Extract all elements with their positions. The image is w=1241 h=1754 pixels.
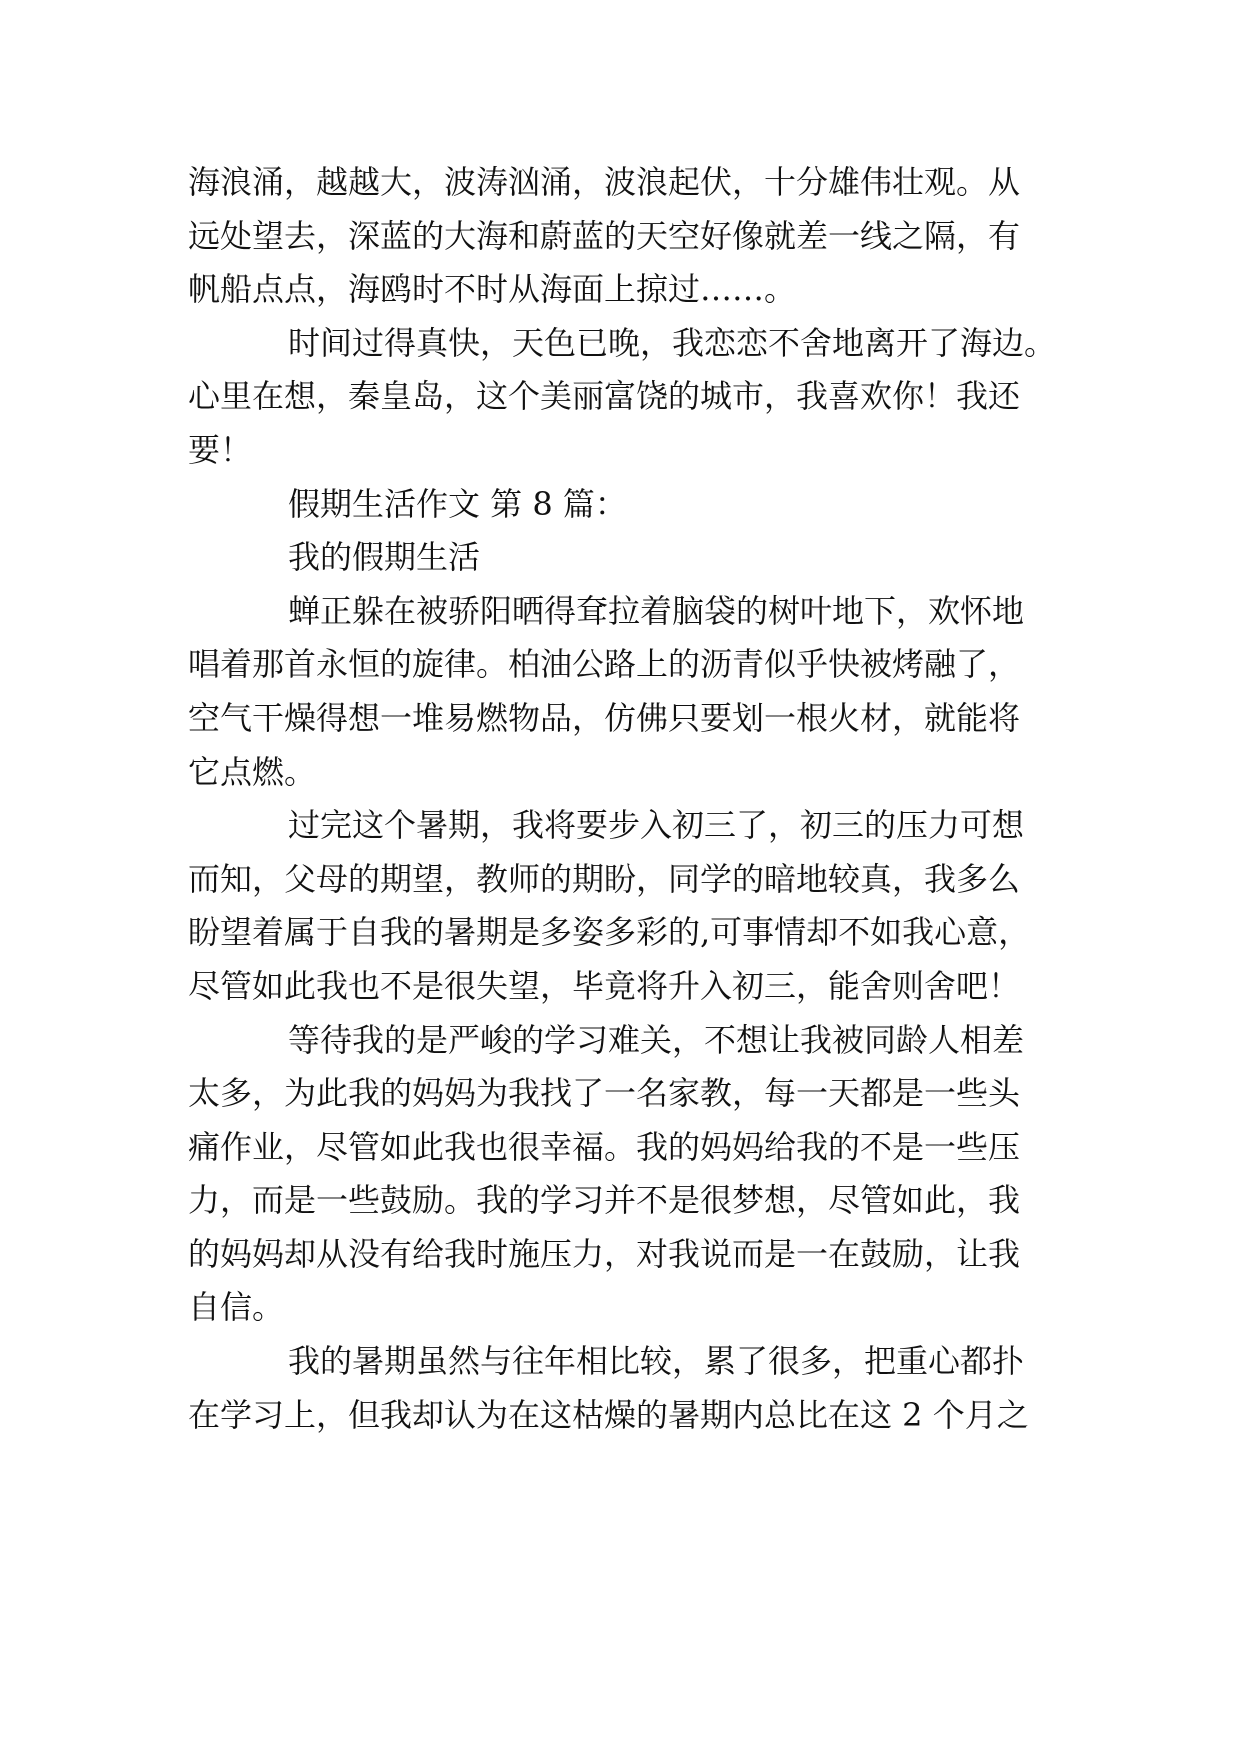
essay-title [188, 531, 1068, 585]
paragraph-1 [188, 156, 1068, 317]
text-line: 远处望去，深蓝的大海和蔚蓝的天空好像就差一线之隔，有 [188, 216, 1021, 255]
text-line: 时间过得真快，天色已晚，我恋恋不舍地离开了海边。 [288, 323, 1057, 362]
text-line: 在学习上，但我却认为在这枯燥的暑期内总比在这 2 个月之 [188, 1395, 1029, 1434]
text-line: 它点燃。 [188, 752, 317, 791]
text-line: 过完这个暑期，我将要步入初三了，初三的压力可想 [288, 806, 1025, 845]
text-line: 尽管如此我也不是很失望，毕竟将升入初三，能舍则舍吧！ [188, 966, 1021, 1005]
text-line: 假期生活作文 第 8 篇： [288, 484, 627, 523]
text-line: 要！ [188, 430, 253, 469]
text-line: 而知，父母的期望，教师的期盼，同学的暗地较真，我多么 [188, 859, 1021, 898]
text-line: 心里在想，秦皇岛，这个美丽富饶的城市，我喜欢你！我还 [188, 377, 1021, 416]
text-line: 盼望着属于自我的暑期是多姿多彩的,可事情却不如我心意， [188, 913, 1031, 952]
text-line: 等待我的是严峻的学习难关，不想让我被同龄人相差 [288, 1020, 1025, 1059]
text-line: 的妈妈却从没有给我时施压力，对我说而是一在鼓励，让我 [188, 1234, 1021, 1273]
paragraph-4 [188, 799, 1068, 1013]
section-heading [188, 478, 1068, 532]
text-line: 自信。 [188, 1288, 285, 1327]
text-line: 我的假期生活 [288, 538, 481, 577]
document-body [188, 156, 1068, 1442]
text-line: 唱着那首永恒的旋律。柏油公路上的沥青似乎快被烤融了， [188, 645, 1021, 684]
paragraph-3 [188, 585, 1068, 799]
paragraph-2 [188, 317, 1068, 478]
text-line: 海浪涌，越越大，波涛汹涌，波浪起伏，十分雄伟壮观。从 [188, 163, 1021, 201]
text-line: 帆船点点，海鸥时不时从海面上掠过……。 [188, 270, 797, 309]
text-line: 太多，为此我的妈妈为我找了一名家教，每一天都是一些头 [188, 1074, 1021, 1113]
text-line: 痛作业，尽管如此我也很幸福。我的妈妈给我的不是一些压 [188, 1127, 1021, 1166]
text-line: 我的暑期虽然与往年相比较，累了很多，把重心都扑 [288, 1342, 1025, 1381]
paragraph-5 [188, 1014, 1068, 1336]
text-line: 力，而是一些鼓励。我的学习并不是很梦想，尽管如此，我 [188, 1181, 1021, 1220]
text-line: 空气干燥得想一堆易燃物品，仿佛只要划一根火材，就能将 [188, 698, 1021, 737]
paragraph-6 [188, 1335, 1068, 1442]
text-line: 蝉正躲在被骄阳晒得耷拉着脑袋的树叶地下，欢怀地 [288, 591, 1025, 630]
